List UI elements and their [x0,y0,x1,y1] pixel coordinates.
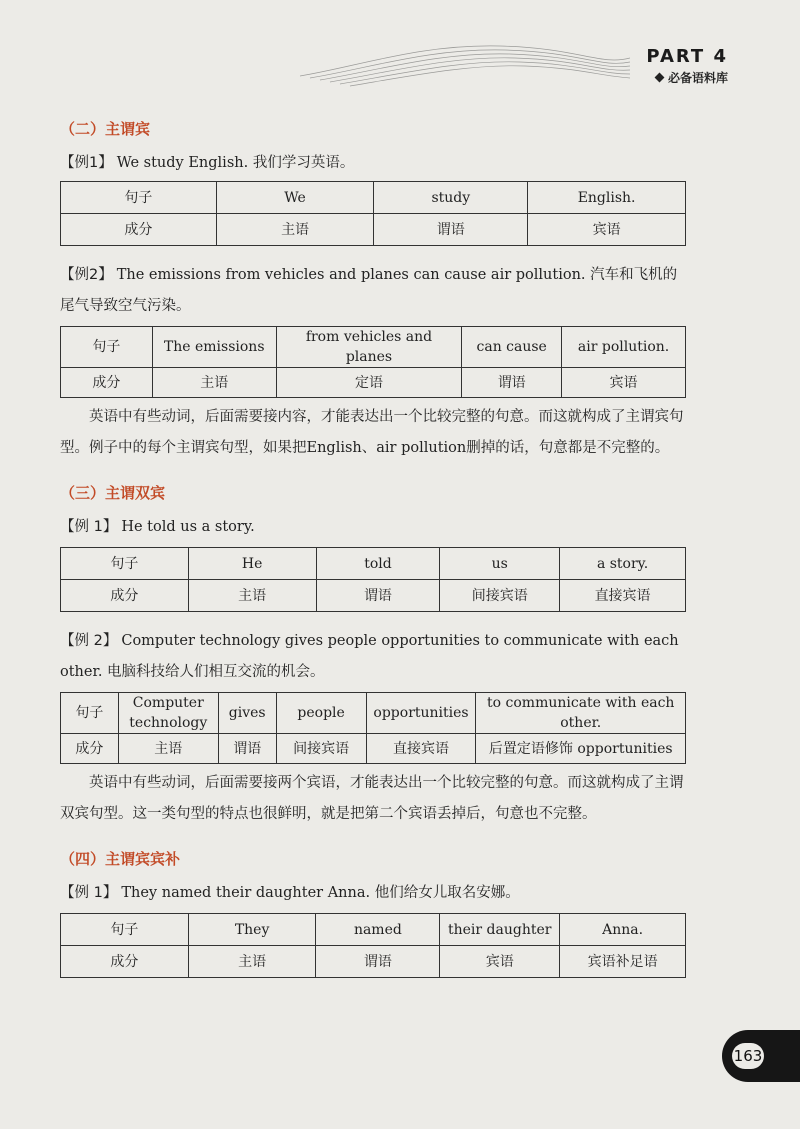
explanation-paragraph: 英语中有些动词，后面需要接内容，才能表达出一个比较完整的句意。而这就构成了主谓宾句型。例子中的每个主谓宾句型，如果把English、air pollution删掉的话，句意都是不完整的。 [60,409,684,456]
table-cell: 后置定语修饰 opportunities [476,734,686,764]
example-text: They named their daughter Anna. 他们给女儿取名安娜。 [121,885,520,901]
example-sentence [60,878,690,909]
table-cell: named [316,914,440,946]
table-cell: gives [218,693,276,734]
table-cell: us [440,548,560,580]
grammar-table [60,326,686,398]
table-cell: 直接宾语 [366,734,476,764]
decorative-wave-graphic [300,36,630,88]
table-cell: Computer technology [118,693,218,734]
table-cell: 主语 [216,214,374,246]
explanation-paragraph: 英语中有些动词，后面需要接两个宾语，才能表达出一个比较完整的句意。而这就构成了主谓双宾句型。这一类句型的特点也很鲜明，就是把第二个宾语丢掉后，句意也不完整。 [60,775,684,822]
example-sentence [60,512,690,543]
example-tag: 【例2】 [60,267,113,283]
table-cell: 句子 [61,548,189,580]
example-tag: 【例1】 [60,155,113,171]
table-row [61,580,686,612]
table-row [61,946,686,978]
table-row [61,914,686,946]
table-cell: 主语 [152,368,276,398]
example-tag: 【例 1】 [60,885,118,901]
part-header [646,46,728,86]
section-title: （二）主谓宾 [60,120,151,138]
table-cell: 宾语 [440,946,560,978]
table-cell: 谓语 [374,214,528,246]
grammar-table [60,181,686,246]
table-cell: 句子 [61,914,189,946]
example-sentence [60,626,690,688]
table-cell: 谓语 [462,368,562,398]
section-title: （四）主谓宾宾补 [60,850,181,868]
table-cell: Anna. [560,914,686,946]
table-cell: 成分 [61,946,189,978]
table-row [61,327,686,368]
table-row [61,182,686,214]
table-cell: The emissions [152,327,276,368]
table-cell: study [374,182,528,214]
table-cell: their daughter [440,914,560,946]
table-cell: 间接宾语 [440,580,560,612]
table-row [61,548,686,580]
example-text: We study English. 我们学习英语。 [116,155,355,171]
example-text: The emissions from vehicles and planes can cause air pollution. 汽车和飞机的尾气导致空气污染。 [60,267,678,314]
example-text: Computer technology gives people opportunities to communicate with each other. 电脑科技给人们相互交流的机会。 [60,633,679,680]
table-cell: opportunities [366,693,476,734]
page-content [60,118,690,978]
table-cell: English. [528,182,686,214]
example-tag: 【例 1】 [60,519,118,535]
example-sentence [60,260,690,322]
table-row [61,734,686,764]
table-row [61,693,686,734]
table-cell: a story. [560,548,686,580]
table-cell: 主语 [188,580,316,612]
table-cell: 间接宾语 [276,734,366,764]
table-row [61,214,686,246]
table-cell: 成分 [61,368,153,398]
table-cell: from vehicles and planes [276,327,462,368]
part-title: PART 4 [646,46,728,67]
grammar-table [60,547,686,612]
example-tag: 【例 2】 [60,633,118,649]
table-cell: 谓语 [316,946,440,978]
table-cell: 成分 [61,734,119,764]
table-cell: 主语 [118,734,218,764]
table-cell: 宾语补足语 [560,946,686,978]
table-cell: 成分 [61,580,189,612]
table-cell: can cause [462,327,562,368]
section-title: （三）主谓双宾 [60,484,166,502]
table-cell: They [188,914,316,946]
table-cell: 谓语 [316,580,440,612]
table-cell: He [188,548,316,580]
page-number: 163 [732,1043,764,1069]
table-cell: 宾语 [562,368,686,398]
diamond-icon [655,73,665,83]
grammar-table [60,692,686,764]
example-sentence [60,148,690,179]
table-cell: 主语 [188,946,316,978]
table-cell: 谓语 [218,734,276,764]
table-cell: to communicate with each other. [476,693,686,734]
table-cell: 定语 [276,368,462,398]
table-cell: 句子 [61,182,217,214]
table-cell: 直接宾语 [560,580,686,612]
table-cell: 宾语 [528,214,686,246]
table-row [61,368,686,398]
table-cell: people [276,693,366,734]
example-text: He told us a story. [121,519,255,535]
table-cell: 句子 [61,693,119,734]
table-cell: air pollution. [562,327,686,368]
part-subtitle: 必备语料库 [646,69,728,86]
page-number-badge [722,1030,800,1082]
table-cell: 句子 [61,327,153,368]
table-cell: We [216,182,374,214]
table-cell: told [316,548,440,580]
grammar-table [60,913,686,978]
table-cell: 成分 [61,214,217,246]
